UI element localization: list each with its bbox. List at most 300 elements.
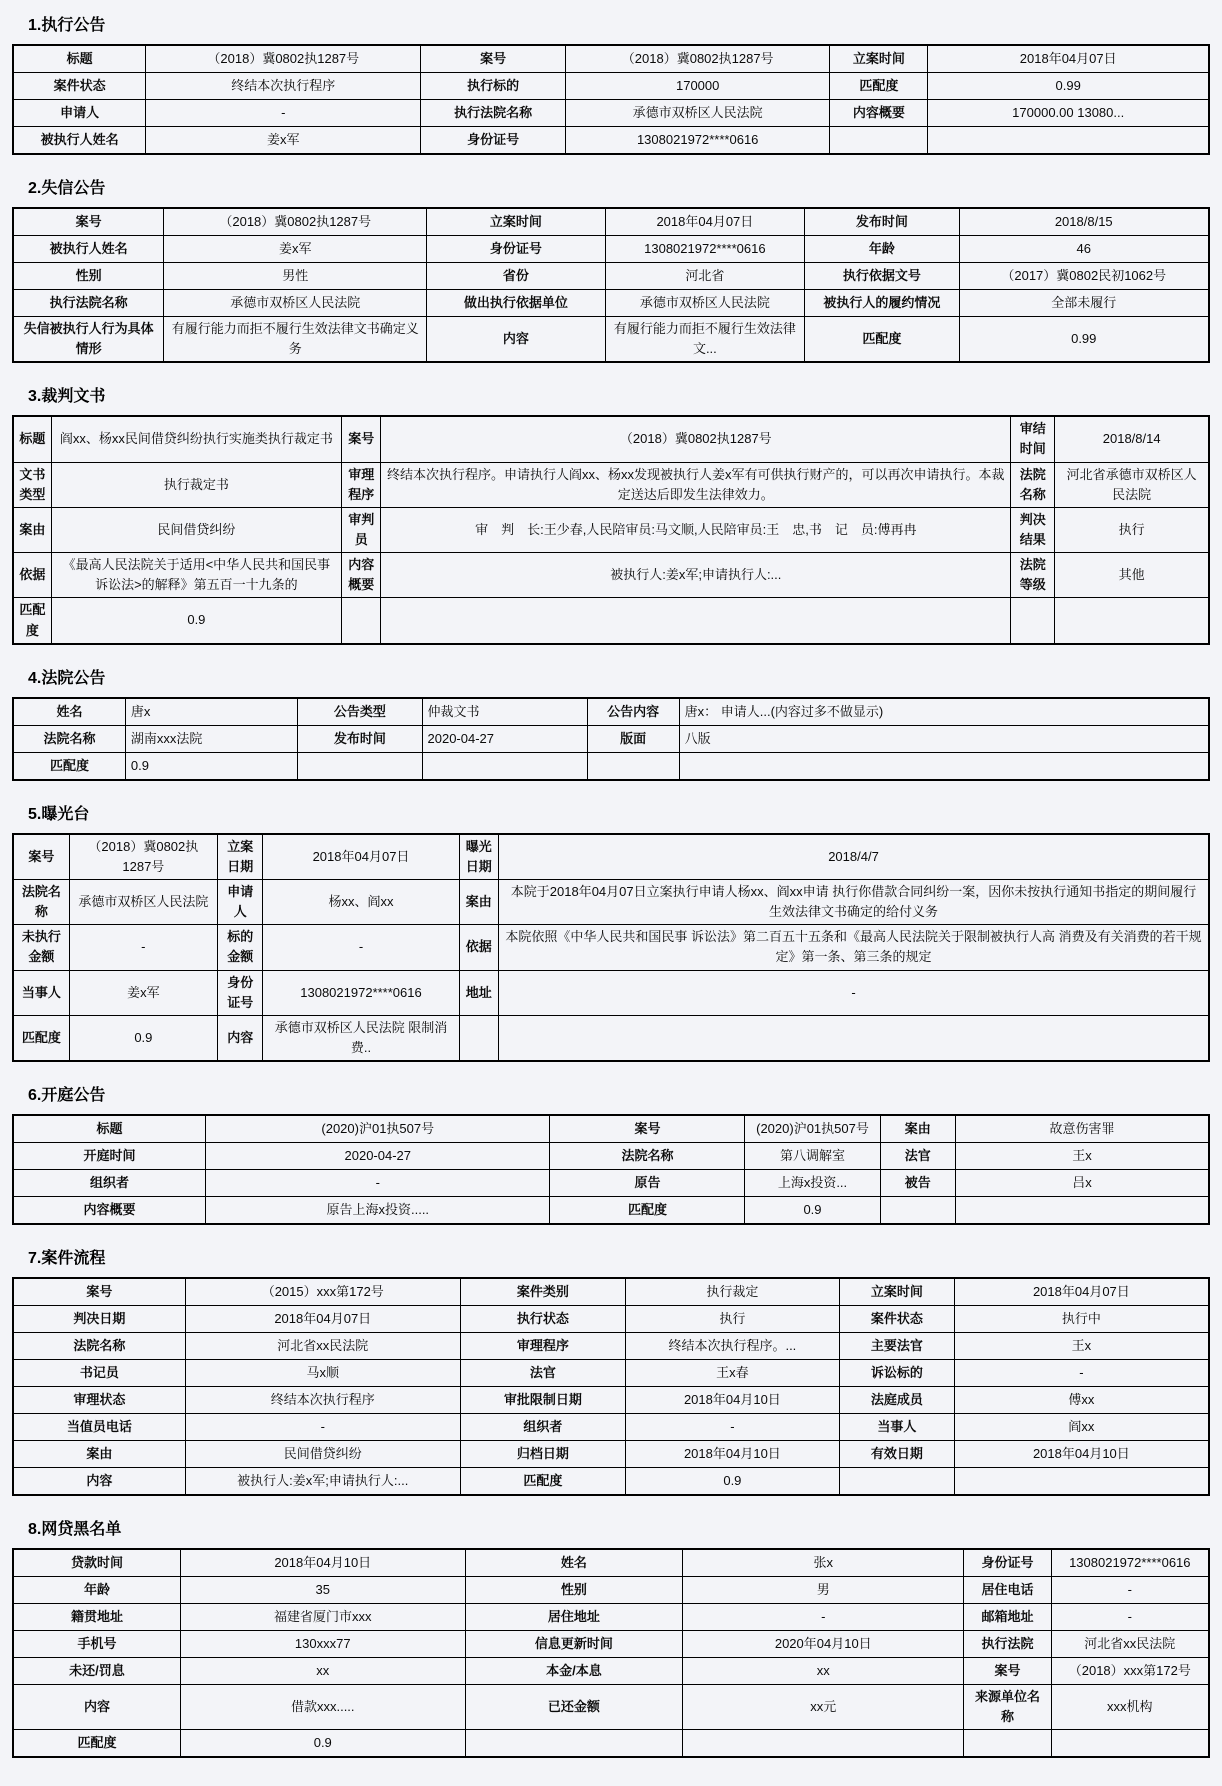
field-value: (2020)沪01执507号 (745, 1115, 880, 1143)
section-title: 2.失信公告 (28, 180, 106, 197)
field-value: 1308021972****0616 (605, 236, 805, 263)
field-value: 2018年04月10日 (954, 1441, 1209, 1468)
field-value: 0.9 (69, 1015, 217, 1061)
field-label: 审判员 (342, 507, 381, 552)
report-section (12, 801, 1210, 1062)
field-label: 判决结果 (1011, 507, 1055, 552)
field-label: 内容 (13, 1468, 185, 1496)
section-table (12, 1277, 1210, 1496)
field-value: 承德市双桥区人民法院 (164, 290, 427, 317)
field-label: 内容 (427, 317, 605, 363)
field-value: 民间借贷纠纷 (51, 507, 341, 552)
field-value: 王x (954, 1333, 1209, 1360)
field-value: 执行裁定 (625, 1278, 839, 1306)
field-label (830, 127, 928, 155)
field-label: 邮箱地址 (964, 1604, 1051, 1631)
field-label: 居住地址 (465, 1604, 683, 1631)
field-label: 身份证号 (964, 1549, 1051, 1577)
field-value: 有履行能力而拒不履行生效法律文书确定义务 (164, 317, 427, 363)
field-value: 1308021972****0616 (566, 127, 830, 155)
table-row (13, 1306, 1209, 1333)
field-value: 170000.00 13080... (928, 100, 1209, 127)
field-label: 身份证号 (421, 127, 566, 155)
section-table (12, 1548, 1210, 1758)
field-label: 当值员电话 (13, 1414, 185, 1441)
field-label: 案号 (342, 416, 381, 462)
section-table (12, 697, 1210, 781)
field-value: 2018年04月10日 (180, 1549, 465, 1577)
field-value: 故意伤害罪 (955, 1115, 1209, 1143)
field-value (954, 1468, 1209, 1496)
field-label: 案号 (964, 1658, 1051, 1685)
table-row (13, 879, 1209, 924)
field-value: （2015）xxx第172号 (185, 1278, 460, 1306)
table-row (13, 507, 1209, 552)
field-label (587, 752, 679, 780)
field-value: xx (683, 1658, 964, 1685)
table-row (13, 208, 1209, 236)
field-label: 执行状态 (460, 1306, 625, 1333)
field-label: 法官 (460, 1360, 625, 1387)
report-section (12, 12, 1210, 155)
table-row (13, 1197, 1209, 1225)
field-label: 案号 (13, 1278, 185, 1306)
section-title: 8.网贷黑名单 (28, 1521, 122, 1539)
field-value: - (146, 100, 421, 127)
field-value: 河北省xx民法院 (1051, 1631, 1209, 1658)
field-label: 案号 (550, 1115, 745, 1143)
section-title: 3.裁判文书 (28, 388, 106, 406)
report-section (12, 175, 1210, 363)
field-value: 全部未履行 (959, 290, 1209, 317)
field-value: 2020-04-27 (206, 1143, 550, 1170)
field-label: 立案日期 (218, 834, 263, 880)
field-label (465, 1730, 683, 1758)
field-label: 来源单位名称 (964, 1685, 1051, 1730)
table-row (13, 317, 1209, 363)
field-value: - (683, 1604, 964, 1631)
field-label: 内容 (218, 1015, 263, 1061)
field-label: 书记员 (13, 1360, 185, 1387)
field-label: 组织者 (460, 1414, 625, 1441)
table-row (13, 1549, 1209, 1577)
field-value: 2018年04月07日 (263, 834, 459, 880)
field-value: 2018/8/15 (959, 208, 1209, 236)
field-value: xxx机构 (1051, 1685, 1209, 1730)
field-value (381, 598, 1011, 644)
field-label (839, 1468, 954, 1496)
field-label: 法院等级 (1011, 553, 1055, 598)
field-label: 文书类型 (13, 462, 51, 507)
field-value: 终结本次执行程序。... (625, 1333, 839, 1360)
field-label: 标的金额 (218, 925, 263, 970)
field-label: 内容 (13, 1685, 180, 1730)
field-label: 性别 (465, 1577, 683, 1604)
field-label: 案件状态 (839, 1306, 954, 1333)
field-value: 承德市双桥区人民法院 限制消费.. (263, 1015, 459, 1061)
field-value: - (1051, 1577, 1209, 1604)
field-value: - (206, 1170, 550, 1197)
field-label (459, 1015, 498, 1061)
field-value: 终结本次执行程序 (146, 73, 421, 100)
table-row (13, 462, 1209, 507)
field-label: 法院名称 (13, 879, 69, 924)
field-value: 阎xx (954, 1414, 1209, 1441)
field-value: 湖南xxx法院 (125, 725, 297, 752)
field-value: 《最高人民法院关于适用<中华人民共和国民事诉讼法>的解释》第五百一十九条的 (51, 553, 341, 598)
report-section (12, 1516, 1210, 1758)
field-value (683, 1730, 964, 1758)
field-label: 案号 (13, 834, 69, 880)
field-label: 被告 (880, 1170, 955, 1197)
field-label: 做出执行依据单位 (427, 290, 605, 317)
field-value: 本院依照《中华人民共和国民事 诉讼法》第二百五十五条和《最高人民法院关于限制被执行人高 消费及有关消费的若干规定》第一条、第三条的规定 (499, 925, 1209, 970)
field-value: 2018年04月10日 (625, 1387, 839, 1414)
field-value: 原告上海x投资..... (206, 1197, 550, 1225)
field-label: 匹配度 (830, 73, 928, 100)
field-value: 唐x (125, 698, 297, 726)
section-title: 6.开庭公告 (28, 1087, 106, 1105)
field-label: 姓名 (13, 698, 125, 726)
field-value: 170000 (566, 73, 830, 100)
field-label: 年龄 (13, 1577, 180, 1604)
table-row (13, 100, 1209, 127)
field-value: 王x (955, 1143, 1209, 1170)
report-section (12, 1245, 1210, 1496)
field-value: （2018）冀0802执1287号 (566, 45, 830, 73)
field-label: 公告内容 (587, 698, 679, 726)
field-value: 河北省承德市双桥区人民法院 (1055, 462, 1209, 507)
field-label: 标题 (13, 416, 51, 462)
field-value: 张x (683, 1549, 964, 1577)
field-value: 吕x (955, 1170, 1209, 1197)
field-value: 执行中 (954, 1306, 1209, 1333)
field-value (679, 752, 1209, 780)
field-value: （2018）冀0802执1287号 (69, 834, 217, 880)
field-label: 当事人 (839, 1414, 954, 1441)
field-label: 申请人 (218, 879, 263, 924)
field-label: 贷款时间 (13, 1549, 180, 1577)
field-label: 已还金额 (465, 1685, 683, 1730)
field-label: 本金/本息 (465, 1658, 683, 1685)
table-row (13, 1278, 1209, 1306)
field-label: 案号 (421, 45, 566, 73)
field-value: 有履行能力而拒不履行生效法律文... (605, 317, 805, 363)
field-label (1011, 598, 1055, 644)
field-value: 46 (959, 236, 1209, 263)
field-value: 第八调解室 (745, 1143, 880, 1170)
field-label: 匹配度 (13, 752, 125, 780)
field-label: 依据 (13, 553, 51, 598)
report-section (12, 1082, 1210, 1225)
field-value: 男 (683, 1577, 964, 1604)
table-row (13, 236, 1209, 263)
field-label: 依据 (459, 925, 498, 970)
field-label: 未还/罚息 (13, 1658, 180, 1685)
field-label: 内容概要 (342, 553, 381, 598)
table-row (13, 1143, 1209, 1170)
table-row (13, 1631, 1209, 1658)
field-value (1051, 1730, 1209, 1758)
table-row (13, 1441, 1209, 1468)
field-value: 八版 (679, 725, 1209, 752)
field-value: （2018）冀0802执1287号 (146, 45, 421, 73)
table-row (13, 1658, 1209, 1685)
field-label: 未执行金额 (13, 925, 69, 970)
field-label: 居住电话 (964, 1577, 1051, 1604)
field-value: 2018/4/7 (499, 834, 1209, 880)
field-label: 被执行人的履约情况 (805, 290, 959, 317)
report-section (12, 665, 1210, 781)
field-label: 案由 (13, 507, 51, 552)
field-label: 申请人 (13, 100, 146, 127)
field-label: 案件状态 (13, 73, 146, 100)
field-label: 案件类别 (460, 1278, 625, 1306)
field-value: 2018年04月07日 (954, 1278, 1209, 1306)
field-label: 法院名称 (13, 1333, 185, 1360)
field-label: 法院名称 (13, 725, 125, 752)
field-value: - (69, 925, 217, 970)
field-label: 执行法院名称 (421, 100, 566, 127)
section-table (12, 44, 1210, 155)
table-row (13, 73, 1209, 100)
field-label: 审批限制日期 (460, 1387, 625, 1414)
field-label: 审理程序 (460, 1333, 625, 1360)
table-row (13, 725, 1209, 752)
field-label: 失信被执行人行为具体情形 (13, 317, 164, 363)
field-label: 判决日期 (13, 1306, 185, 1333)
section-table (12, 207, 1210, 363)
field-value: (2020)沪01执507号 (206, 1115, 550, 1143)
field-value: 2018年04月10日 (625, 1441, 839, 1468)
field-label: 组织者 (13, 1170, 206, 1197)
field-label: 执行依据文号 (805, 263, 959, 290)
field-value: 被执行人:姜x军;申请执行人:... (185, 1468, 460, 1496)
field-label: 身份证号 (427, 236, 605, 263)
field-value: 执行 (1055, 507, 1209, 552)
field-value: 河北省xx民法院 (185, 1333, 460, 1360)
field-value: 承德市双桥区人民法院 (566, 100, 830, 127)
field-label: 省份 (427, 263, 605, 290)
field-label: 公告类型 (298, 698, 422, 726)
field-label: 案号 (13, 208, 164, 236)
field-value: 2020-04-27 (422, 725, 587, 752)
field-label: 版面 (587, 725, 679, 752)
table-row (13, 1414, 1209, 1441)
field-value (422, 752, 587, 780)
field-value: - (954, 1360, 1209, 1387)
field-label: 归档日期 (460, 1441, 625, 1468)
field-value: 2020年04月10日 (683, 1631, 964, 1658)
field-label: 法庭成员 (839, 1387, 954, 1414)
report-section (12, 383, 1210, 644)
field-value: 35 (180, 1577, 465, 1604)
field-value: 执行裁定书 (51, 462, 341, 507)
field-value: - (1051, 1604, 1209, 1631)
field-value: 河北省 (605, 263, 805, 290)
field-label: 地址 (459, 970, 498, 1015)
field-label (342, 598, 381, 644)
field-value: 终结本次执行程序 (185, 1387, 460, 1414)
table-row (13, 1577, 1209, 1604)
field-value: - (625, 1414, 839, 1441)
field-value: 其他 (1055, 553, 1209, 598)
table-row (13, 553, 1209, 598)
field-value: 仲裁文书 (422, 698, 587, 726)
field-label: 籍贯地址 (13, 1604, 180, 1631)
field-value: 0.9 (745, 1197, 880, 1225)
field-label (298, 752, 422, 780)
field-label: 手机号 (13, 1631, 180, 1658)
field-value: 2018年04月07日 (185, 1306, 460, 1333)
field-value (1055, 598, 1209, 644)
field-label: 有效日期 (839, 1441, 954, 1468)
field-value: 本院于2018年04月07日立案执行申请人杨xx、阎xx申请 执行你借款合同纠纷一案，因你未按执行通知书指定的期间履行 生效法律文书确定的给付义务 (499, 879, 1209, 924)
field-label: 立案时间 (427, 208, 605, 236)
credit-report-page (12, 12, 1210, 1758)
table-row (13, 263, 1209, 290)
field-label: 案由 (880, 1115, 955, 1143)
field-label: 诉讼标的 (839, 1360, 954, 1387)
field-label: 立案时间 (830, 45, 928, 73)
field-value: 130xxx77 (180, 1631, 465, 1658)
field-label: 匹配度 (460, 1468, 625, 1496)
field-label: 年龄 (805, 236, 959, 263)
field-label: 信息更新时间 (465, 1631, 683, 1658)
section-title: 5.曝光台 (28, 805, 90, 823)
table-row (13, 1360, 1209, 1387)
table-row (13, 970, 1209, 1015)
field-label: 性别 (13, 263, 164, 290)
table-row (13, 925, 1209, 970)
field-value: （2017）冀0802民初1062号 (959, 263, 1209, 290)
field-value: 姜x军 (164, 236, 427, 263)
field-value (499, 1015, 1209, 1061)
field-value: 阎xx、杨xx民间借贷纠纷执行实施类执行裁定书 (51, 416, 341, 462)
table-row (13, 45, 1209, 73)
section-title: 1.执行公告 (28, 17, 106, 34)
field-label: 内容概要 (13, 1197, 206, 1225)
table-row (13, 416, 1209, 462)
field-label: 标题 (13, 45, 146, 73)
table-row (13, 1115, 1209, 1143)
field-value: 民间借贷纠纷 (185, 1441, 460, 1468)
field-label: 审理程序 (342, 462, 381, 507)
field-label: 匹配度 (13, 1015, 69, 1061)
field-label: 被执行人姓名 (13, 127, 146, 155)
field-label: 执行法院名称 (13, 290, 164, 317)
field-value: - (185, 1414, 460, 1441)
table-row (13, 1604, 1209, 1631)
field-value: 福建省厦门市xxx (180, 1604, 465, 1631)
section-table (12, 1114, 1210, 1225)
field-value: xx元 (683, 1685, 964, 1730)
table-row (13, 1015, 1209, 1061)
field-value (928, 127, 1209, 155)
field-value: 杨xx、阎xx (263, 879, 459, 924)
field-label: 发布时间 (805, 208, 959, 236)
field-value: - (499, 970, 1209, 1015)
field-value: 承德市双桥区人民法院 (605, 290, 805, 317)
field-label: 法院名称 (550, 1143, 745, 1170)
field-label: 执行标的 (421, 73, 566, 100)
field-label: 主要法官 (839, 1333, 954, 1360)
field-value: 马x顺 (185, 1360, 460, 1387)
field-label: 曝光日期 (459, 834, 498, 880)
field-label: 原告 (550, 1170, 745, 1197)
table-row (13, 1468, 1209, 1496)
field-label: 审理状态 (13, 1387, 185, 1414)
table-row (13, 1730, 1209, 1758)
table-row (13, 1170, 1209, 1197)
table-row (13, 598, 1209, 644)
field-value: 傅xx (954, 1387, 1209, 1414)
field-label: 匹配度 (13, 598, 51, 644)
field-value: 唐x： 申请人...(内容过多不做显示) (679, 698, 1209, 726)
field-value: 0.99 (928, 73, 1209, 100)
field-label: 发布时间 (298, 725, 422, 752)
field-value: xx (180, 1658, 465, 1685)
field-label: 案由 (459, 879, 498, 924)
field-label: 内容概要 (830, 100, 928, 127)
field-label: 被执行人姓名 (13, 236, 164, 263)
field-value: 终结本次执行程序。申请执行人阎xx、杨xx发现被执行人姜x军有可供执行财产的，可以再次申请执行。本裁定送达后即发生法律效力。 (381, 462, 1011, 507)
field-value: - (263, 925, 459, 970)
table-row (13, 1333, 1209, 1360)
field-label: 立案时间 (839, 1278, 954, 1306)
field-value (955, 1197, 1209, 1225)
field-value: （2018）xxx第172号 (1051, 1658, 1209, 1685)
field-label: 当事人 (13, 970, 69, 1015)
field-label: 匹配度 (550, 1197, 745, 1225)
field-label: 标题 (13, 1115, 206, 1143)
field-label: 身份证号 (218, 970, 263, 1015)
field-value: 上海x投资... (745, 1170, 880, 1197)
field-value: 男性 (164, 263, 427, 290)
field-label: 案由 (13, 1441, 185, 1468)
section-title: 4.法院公告 (28, 669, 106, 687)
field-value: 0.9 (180, 1730, 465, 1758)
field-value: 0.99 (959, 317, 1209, 363)
table-row (13, 127, 1209, 155)
field-value: 姜x军 (146, 127, 421, 155)
field-value: 审 判 长:王少春,人民陪审员:马文顺,人民陪审员:王 忠,书 记 员:傅再冉 (381, 507, 1011, 552)
field-value: 2018/8/14 (1055, 416, 1209, 462)
field-label (964, 1730, 1051, 1758)
table-row (13, 1387, 1209, 1414)
table-row (13, 698, 1209, 726)
field-value: 被执行人:姜x军;申请执行人:... (381, 553, 1011, 598)
field-label: 开庭时间 (13, 1143, 206, 1170)
field-label: 法官 (880, 1143, 955, 1170)
field-value: 姜x军 (69, 970, 217, 1015)
field-value: 0.9 (625, 1468, 839, 1496)
field-label: 执行法院 (964, 1631, 1051, 1658)
field-value: 2018年04月07日 (605, 208, 805, 236)
table-row (13, 834, 1209, 880)
field-value: 1308021972****0616 (1051, 1549, 1209, 1577)
field-value: 0.9 (51, 598, 341, 644)
field-label: 姓名 (465, 1549, 683, 1577)
field-value: 借款xxx..... (180, 1685, 465, 1730)
table-row (13, 290, 1209, 317)
section-table (12, 833, 1210, 1062)
table-row (13, 1685, 1209, 1730)
section-table (12, 415, 1210, 644)
field-label: 匹配度 (805, 317, 959, 363)
field-value: （2018）冀0802执1287号 (164, 208, 427, 236)
field-value: 王x春 (625, 1360, 839, 1387)
